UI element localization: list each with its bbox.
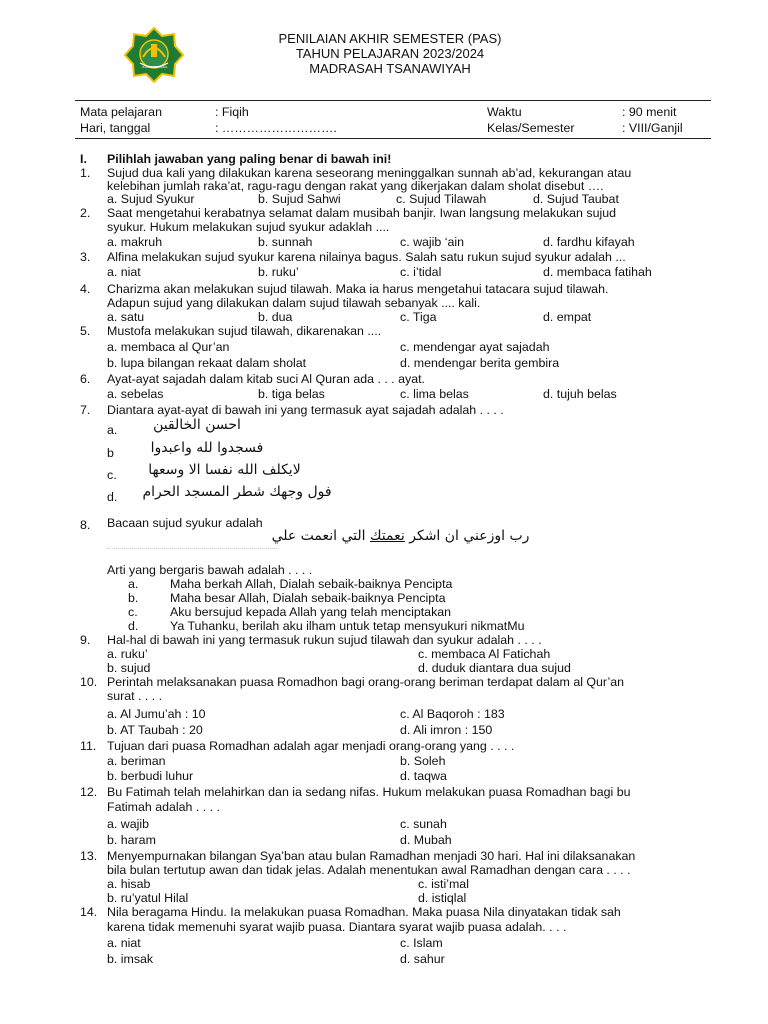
date-value: : ………………………. — [215, 121, 337, 135]
q8-number: 8. — [80, 518, 91, 532]
q1-number: 1. — [80, 166, 91, 180]
q4-text-1: Charizma akan melakukan sujud tilawah. Maka ia harus mengetahui tatacara sujud tilawah. — [107, 282, 609, 296]
q1-option-d: d. Sujud Taubat — [533, 192, 619, 206]
q5-option-c: c. mendengar ayat sajadah — [400, 340, 550, 354]
subject-value: : Fiqih — [215, 105, 249, 119]
q7-number: 7. — [80, 403, 91, 417]
q7-option-d-label: d. — [107, 490, 118, 504]
q7-option-c-arabic: لايكلف الله نفسا الا وسعها — [148, 462, 301, 478]
q13-option-d: d. istiqlal — [418, 891, 467, 905]
q4-number: 4. — [80, 282, 91, 296]
q1-option-b: b. Sujud Sahwi — [258, 192, 341, 206]
q11-number: 11. — [80, 739, 97, 753]
logo-text: IKHLAS BERAMAL — [142, 65, 168, 69]
q12-option-c: c. sunah — [400, 817, 447, 831]
q7-option-a-label: a. — [107, 423, 118, 437]
q11-option-a: a. beriman — [107, 754, 166, 768]
q7-option-a-arabic: احسن الخالقين — [153, 417, 241, 433]
q8-text-1: Bacaan sujud syukur adalah — [107, 516, 263, 530]
q8-arabic-underlined: نعمتك — [370, 528, 405, 544]
q12-text-2: Fatimah adalah . . . . — [107, 800, 220, 814]
q1-option-a: a. Sujud Syukur — [107, 192, 195, 206]
section-title: Pilihlah jawaban yang paling benar di bawah ini! — [107, 152, 392, 166]
header-rule-top — [75, 100, 711, 101]
q13-option-a: a. hisab — [107, 877, 151, 891]
q6-option-b: b. tiga belas — [258, 387, 325, 401]
q4-option-b: b. dua — [258, 310, 293, 324]
q14-option-a: a. niat — [107, 936, 141, 950]
q8-dotted-divider — [107, 548, 277, 549]
q6-number: 6. — [80, 372, 91, 386]
q4-option-d: d. empat — [543, 310, 592, 324]
q2-text-2: syukur. Hukum melakukan sujud syukur adaklah .... — [107, 220, 390, 234]
subject-label: Mata pelajaran — [80, 105, 162, 119]
q10-option-b: b. AT Taubah : 20 — [107, 723, 203, 737]
q2-option-a: a. makruh — [107, 235, 163, 249]
q7-text-1: Diantara ayat-ayat di bawah ini yang termasuk ayat sajadah adalah . . . . — [107, 403, 504, 417]
madrasah-logo — [124, 27, 184, 83]
q10-text-1: Perintah melaksanakan puasa Romadhon bagi orang-orang beriman terdapat dalam al Qur’an — [107, 675, 625, 689]
date-label: Hari, tanggal — [80, 121, 151, 135]
q7-option-b-label: b — [107, 446, 114, 460]
q10-text-2: surat . . . . — [107, 689, 163, 703]
time-value: : 90 menit — [622, 105, 677, 119]
q8-arabic-prayer — [258, 528, 543, 544]
q12-option-a: a. wajib — [107, 817, 150, 831]
q11-option-d: d. taqwa — [400, 769, 447, 783]
q5-text-1: Mustofa melakukan sujud tilawah, dikarenakan .... — [107, 324, 382, 338]
class-label: Kelas/Semester — [487, 121, 575, 135]
q7-option-c-label: c. — [107, 468, 117, 482]
q8-option-d: Ya Tuhanku, berilah aku ilham untuk tetap mensyukuri nikmatMu — [170, 619, 525, 633]
q5-option-d: d. mendengar berita gembira — [400, 356, 560, 370]
q10-option-c: c. Al Baqoroh : 183 — [400, 707, 505, 721]
q6-option-c: c. lima belas — [400, 387, 469, 401]
q2-option-c: c. wajib ‘ain — [400, 235, 465, 249]
q1-option-c: c. Sujud Tilawah — [396, 192, 487, 206]
q5-option-a: a. membaca al Qur’an — [107, 340, 230, 354]
q8-text-2: Arti yang bergaris bawah adalah . . . . — [107, 563, 313, 577]
q11-text-1: Tujuan dari puasa Romadhan adalah agar menjadi orang-orang yang . . . . — [107, 739, 515, 753]
q11-option-b: b. berbudi luhur — [107, 769, 194, 783]
q5-option-b: b. lupa bilangan rekaat dalam sholat — [107, 356, 307, 370]
q12-number: 12. — [80, 785, 98, 799]
q2-option-d: d. fardhu kifayah — [543, 235, 635, 249]
header-rule-bottom — [75, 138, 711, 139]
q8-option-b-label: b. — [128, 591, 139, 605]
q6-option-d: d. tujuh belas — [543, 387, 617, 401]
exam-title: PENILAIAN AKHIR SEMESTER (PAS) — [278, 31, 502, 46]
q8-option-a-label: a. — [128, 577, 139, 591]
q14-number: 14. — [80, 905, 98, 919]
q12-text-1: Bu Fatimah telah melahirkan dan ia sedang nifas. Hukum melakukan puasa Romadhan bagi bu — [107, 785, 631, 799]
q6-option-a: a. sebelas — [107, 387, 164, 401]
q13-option-c: c. isti’mal — [418, 877, 469, 891]
q8-option-b: Maha besar Allah, Dialah sebaik-baiknya Pencipta — [170, 591, 446, 605]
q3-option-a: a. niat — [107, 265, 141, 279]
q1-text-2: kelebihan jumlah raka’at, ragu-ragu dengan rakat yang dikerjakan dalam sholat disebut …. — [107, 179, 604, 193]
q14-option-c: c. Islam — [400, 936, 443, 950]
q14-option-d: d. sahur — [400, 952, 445, 966]
q8-option-c-label: c. — [128, 605, 138, 619]
q3-text-1: Alfina melakukan sujud syukur karena nilainya bagus. Salah satu rukun sujud syukur adalah ... — [107, 250, 626, 264]
school-year: TAHUN PELAJARAN 2023/2024 — [295, 46, 485, 61]
q4-option-a: a. satu — [107, 310, 145, 324]
q5-number: 5. — [80, 324, 91, 338]
q10-option-d: d. Ali imron : 150 — [400, 723, 493, 737]
q12-option-d: d. Mubah — [400, 833, 452, 847]
q9-option-b: b. sujud — [107, 661, 151, 675]
q13-text-2: bila bulan tertutup awan dan tidak jelas. Adalah menentukan awal Ramadhan dengan cara . . . . — [107, 863, 631, 877]
q6-text-1: Ayat-ayat sajadah dalam kitab suci Al Quran ada . . . ayat. — [107, 372, 425, 386]
q7-option-b-arabic: فسجدوا لله واعبدوا — [150, 440, 264, 456]
q3-option-d: d. membaca fatihah — [543, 265, 652, 279]
q10-number: 10. — [80, 675, 98, 689]
q10-option-a: a. Al Jumu’ah : 10 — [107, 707, 206, 721]
q8-option-d-label: d. — [128, 619, 139, 633]
q9-text-1: Hal-hal di bawah ini yang termasuk rukun sujud tilawah dan syukur adalah . . . . — [107, 633, 542, 647]
q9-option-c: c. membaca Al Fatichah — [418, 647, 551, 661]
q2-number: 2. — [80, 206, 91, 220]
q11-option-c: b. Soleh — [400, 754, 446, 768]
q8-arabic-suffix: التي انعمت علي — [271, 528, 370, 544]
q4-text-2: Adapun sujud yang dilakukan dalam sujud tilawah sebanyak .... kali. — [107, 296, 481, 310]
q1-text-1: Sujud dua kali yang dilakukan karena seseorang meninggalkan sunnah ab’ad, kekurangan atau — [107, 166, 632, 180]
q8-arabic-prefix: رب اوزعني ان اشكر — [404, 528, 530, 544]
q9-option-d: d. duduk diantara dua sujud — [418, 661, 571, 675]
q12-option-b: b. haram — [107, 833, 156, 847]
q4-option-c: c. Tiga — [400, 310, 437, 324]
q8-option-c: Aku bersujud kepada Allah yang telah menciptakan — [170, 605, 452, 619]
q3-number: 3. — [80, 250, 91, 264]
q13-text-1: Menyempurnakan bilangan Sya’ban atau bulan Ramadhan menjadi 30 hari. Hal ini dilaksanakan — [107, 849, 636, 863]
school-name: MADRASAH TSANAWIYAH — [309, 61, 471, 76]
q8-option-a: Maha berkah Allah, Dialah sebaik-baiknya Pencipta — [170, 577, 453, 591]
section-number: I. — [80, 152, 87, 166]
q14-option-b: b. imsak — [107, 952, 154, 966]
q9-number: 9. — [80, 633, 91, 647]
q14-text-1: Nila beragama Hindu. Ia melakukan puasa Romadhan. Maka puasa Nila dinyatakan tidak sah — [107, 905, 621, 919]
q3-option-c: c. i’tidal — [400, 265, 442, 279]
q13-number: 13. — [80, 849, 98, 863]
q9-option-a: a. ruku’ — [107, 647, 148, 661]
q7-option-d-arabic: فول وجهك شطر المسجد الحرام — [142, 484, 332, 500]
q13-option-b: b. ru’yatul Hilal — [107, 891, 189, 905]
q14-text-2: karena tidak memenuhi syarat wajib puasa. Diantara syarat wajib puasa adalah. . . . — [107, 920, 567, 934]
time-label: Waktu — [487, 105, 522, 119]
q3-option-b: b. ruku’ — [258, 265, 299, 279]
class-value: : VIII/Ganjil — [622, 121, 683, 135]
q2-option-b: b. sunnah — [258, 235, 313, 249]
q2-text-1: Saat mengetahui kerabatnya selamat dalam musibah banjir. Iwan langsung melakukan sujud — [107, 206, 617, 220]
